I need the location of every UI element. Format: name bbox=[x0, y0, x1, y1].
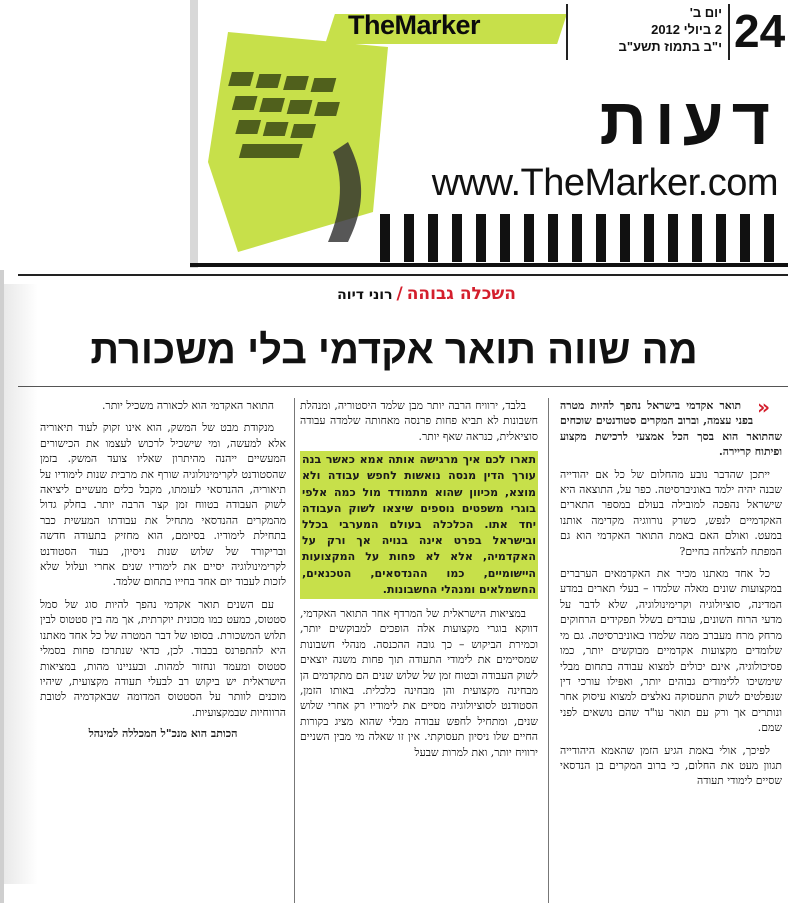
date-line-hebrew: י"ב בתמוז תשע"ב bbox=[618, 39, 722, 54]
brand-logo bbox=[330, 6, 566, 56]
body-paragraph: ייתכן שהדבר נובע מהחלום של כל אם יהודייה שבנה יהיה ילמד באוניברסיטה. כפר על, התוצאה היא שישראל נהפכה למובילה בעולם במספר התארים האקדמיים לנפש, כשרק נורווגיה מקדימה אותנו במעט. ואולם האם באמת התואר האקדמי הוא גם המפתח להצלחה בחיים? bbox=[560, 467, 782, 558]
date-line-day: יום ב' bbox=[689, 5, 722, 20]
divider bbox=[728, 4, 730, 60]
column-divider bbox=[294, 398, 295, 903]
page-header bbox=[190, 0, 788, 268]
section-title: דעות bbox=[599, 84, 778, 158]
article-category: השכלה גבוהה bbox=[406, 284, 516, 304]
column-3 bbox=[40, 398, 286, 742]
highlighted-quote: תארו לכם איך מרגישה אותה אמא כאשר בנה עורך הדין מנסה נואשות לחפש עבודה ולא מוצא, מכיוון שהוא מתמודד מול כמה אלפי בוגרי משפטים נוספים שיצאו לשוק העבודה יחד אתו. הכלכלה בעולם המערבי בכלל ובישראל בפרט אינה בנויה אך ורק על האקדמיה, אלא לא פחות על המקצועות היישומיים, כמו ההנדסאים, הטכנאים, החשמלאים ומנהלי החשבונות. bbox=[300, 451, 538, 599]
kicker-separator: / bbox=[396, 284, 403, 304]
scan-edge bbox=[190, 0, 198, 268]
chevron-left-icon: « bbox=[757, 395, 770, 419]
column-1 bbox=[560, 395, 782, 789]
lead-text: תואר אקדמי בישראל נהפך להיות מטרה בפני עצמה, וברוב המקרים סטודנטים שוכחים שהתואר הוא בסך הכל אמצעי לרכישת מקצוע ופיתוח קריירה. bbox=[560, 399, 782, 459]
body-paragraph: בלבד, ירוויח הרבה יותר מבן שלמד היסטוריה, ומנהלת חשבונות לא תביא פחות פרנסה מאחותה שלמדה עבודה סוציאלית, כנראה שאף יותר. bbox=[300, 399, 538, 443]
body-paragraph: מנקודת מבט של המשק, הוא אינו זקוק לעוד תיאוריה אלא למעשה, ומי שישכיל לרכוש לעצמו את הכישורים המעשיים ייהנה מהיתרון שאליו צועד המשק. בזמן שהסטודנט לקרימינולוגיה שורף את מרבית שנות לימודיו על תיאוריה, ההנדסאי לעומתו, מקבל כלים מעשיים ליציאה לשוק העבודה בטווח זמן קצר הרבה יותר. בחלק גדול מהמקרים ההנדסאי מתחיל את עבודתו המעשית כבר בתחילת לימודיו. בסיומם, הוא מחזיק בתעודה חדשה ובריקורד של שלוש שנות ניסיון, בעוד הסטודנט לקרימינולוגיה יסיים את לימודיו שנים אחרי ועלול שלא לזכות לעבוד יום אחד בחייו בתחום שלמד. bbox=[40, 421, 286, 589]
body-paragraph: לפיכך, אולי באמת הגיע הזמן שהאמא היהודייה תגוון מעט את החלום, כי ברוב המקרים בן הנדסאי שסיים לימודי תעודה bbox=[560, 743, 782, 788]
column-2 bbox=[300, 398, 538, 760]
author-bio: הכותב הוא מנכ"ל המכללה למינהל bbox=[88, 727, 238, 741]
site-url: www.TheMarker.com bbox=[431, 162, 778, 204]
opinion-article bbox=[0, 270, 788, 903]
page-number: 24 bbox=[734, 5, 786, 57]
date-line-gregorian: 2 ביולי 2012 bbox=[651, 22, 722, 37]
article-top-rule bbox=[18, 274, 788, 276]
lead-paragraph bbox=[560, 395, 782, 460]
headline-rule bbox=[18, 386, 788, 387]
column-divider bbox=[548, 398, 549, 903]
issue-date bbox=[572, 4, 722, 55]
article-kicker bbox=[337, 284, 516, 304]
article-body bbox=[0, 395, 788, 903]
body-paragraph: במציאות הישראלית של המרדף אחר התואר האקדמי, דווקא בוגרי מקצועות אלה הופכים למבוקשים יותר, וכמירת הביקוש – כך גובה ההכנסה. מנהלי חשבונות שמסיימים את לימודי התעודה תוך פחות משנה יוצאים לשוק העבודה ובטוח זמן של שלוש שנים הם מתקדמים הן מבחינה מקצועית והן מבחינה כלכלית. באותו הזמן, הסטודנט לסוציולוגיה מסיים את לימודיו רק אחרי שלוש שנים, ומתחיל לחפש עבודה מבלי שהוא מציג בקורות החיים שלו ניסיון תעסוקתי. אין זו שאלה מי מבין השניים ירוויח יותר, ואת למרות שבעל bbox=[300, 607, 538, 759]
body-paragraph: התואר האקדמי הוא לכאורה משכיל יותר. bbox=[101, 399, 274, 412]
header-rule bbox=[190, 263, 788, 267]
decorative-stripes bbox=[380, 214, 788, 262]
body-paragraph: עם השנים תואר אקדמי נהפך להיות סוג של סמל סטטוס, כמעט כמו מכונית יוקרתית, אך מה בין סטטוס לבין תלוש המשכורת. בסופו של דבר המטרה של כל אחד מאתנו היא להתפרנס בכבוד. לכן, כדאי שנתרכז פחות בסמלי סטטוס ומעמד ונחזור למהות. ובעניינו מהות, במציאות הישראלית יש ביקוש רב לבעלי תעודה מקצועית, שיהיו מוכנים לוותר על הסטטוס המדומה שבאקדמיה לטובת הרווחיות שבמקצועיות. bbox=[40, 597, 286, 719]
article-author: רוני דיוה bbox=[337, 287, 393, 303]
article-headline: מה שווה תואר אקדמי בלי משכורת bbox=[90, 328, 698, 372]
divider bbox=[566, 4, 568, 60]
brand-name: TheMarker bbox=[348, 10, 481, 40]
body-paragraph: כל אחד מאתנו מכיר את האקדמאים הערברים במקצועות שונים מאלה שלמדו – בעלי תארים במדע המדינה, סוציולוגיה וקרימינולוגיה, שלא לדבר על מדעי הרוח השונים, עובדים בשלל תפקידים הרחוקים מרחק מרח מעברב ממה שלמדו באוניברסיטה. גם מי שלומדים מקצועות אקדמיים מבוקשים יותר, כמו פסיכולוגיה, אינם יכולים למצוא עבודה בתחום מבלי שימשיכו ללימודים גבוהים יותר, ואפילו עורכי דין שנפלטים לשוק התעסוקה נאלצים למצוא עיסוק אחר ונותרים אך ורק עם תואר עו"ד שהם נושאים לפני שמם. bbox=[560, 567, 782, 735]
